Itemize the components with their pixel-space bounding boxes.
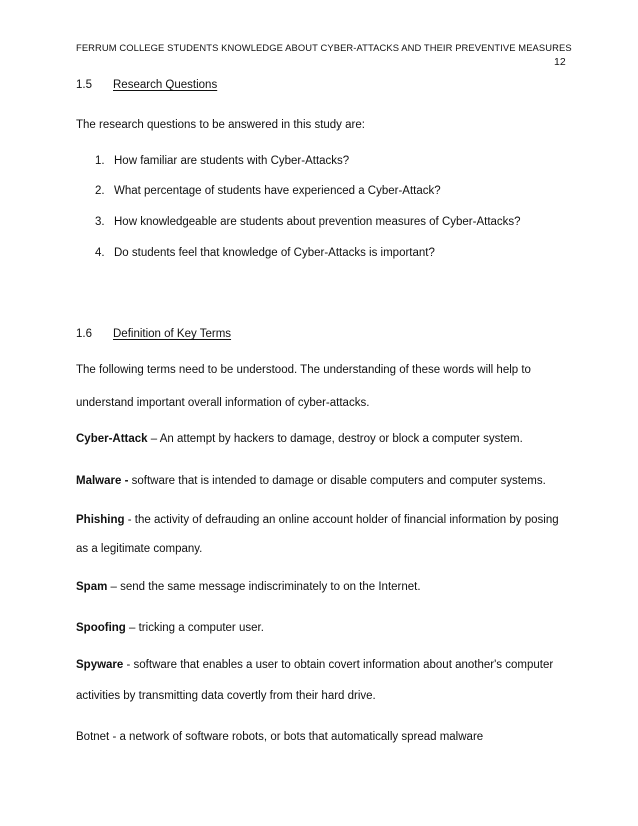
section-number: 1.5 [76, 79, 92, 91]
page-number: 12 [554, 56, 566, 68]
term-phishing [76, 514, 559, 526]
section-title: Definition of Key Terms [113, 328, 232, 340]
list-marker: 3. [95, 216, 105, 228]
running-head: FERRUM COLLEGE STUDENTS KNOWLEDGE ABOUT CYBER-ATTACKS AND THEIR PREVENTIVE MEASURES [76, 42, 572, 53]
term-cyber-attack [76, 433, 523, 445]
term-definition: - the activity of defrauding an online account holder of financial information by posing [124, 514, 559, 526]
list-item [95, 155, 349, 167]
list-text: What percentage of students have experienced a Cyber-Attack? [114, 185, 441, 197]
term-definition: software that is intended to damage or disable computers and computer systems. [128, 475, 546, 487]
term-label: Malware - [76, 475, 129, 487]
term-label: Phishing [76, 514, 125, 526]
list-item [95, 247, 435, 259]
section-heading-key-terms [76, 328, 231, 340]
term-label: Spyware [76, 659, 124, 671]
section-title: Research Questions [113, 79, 218, 91]
section-heading-research-questions [76, 79, 217, 91]
list-item [95, 185, 441, 197]
list-marker: 4. [95, 247, 105, 259]
term-definition: – tricking a computer user. [125, 622, 264, 634]
list-item [95, 216, 521, 228]
terms-intro-line-2: understand important overall information of cyber-attacks. [76, 397, 370, 409]
list-marker: 1. [95, 155, 105, 167]
terms-intro-line-1: The following terms need to be understood. The understanding of these words will help to [76, 364, 531, 376]
term-spyware [76, 659, 553, 671]
research-intro: The research questions to be answered in this study are: [76, 119, 365, 131]
section-number: 1.6 [76, 328, 92, 340]
list-text: Do students feel that knowledge of Cyber-Attacks is important? [114, 247, 435, 259]
term-definition: - software that enables a user to obtain covert information about another's computer [123, 659, 554, 671]
term-label: Spoofing [76, 622, 126, 634]
term-label: Cyber-Attack [76, 433, 148, 445]
term-phishing-continuation: as a legitimate company. [76, 543, 203, 555]
list-marker: 2. [95, 185, 105, 197]
term-definition: – An attempt by hackers to damage, destroy or block a computer system. [147, 433, 523, 445]
term-label: Spam [76, 581, 108, 593]
term-spam [76, 581, 421, 593]
term-spoofing [76, 622, 264, 634]
term-botnet: Botnet - a network of software robots, or bots that automatically spread malware [76, 731, 484, 743]
term-malware [76, 475, 546, 487]
list-text: How knowledgeable are students about prevention measures of Cyber-Attacks? [114, 216, 521, 228]
list-text: How familiar are students with Cyber-Attacks? [114, 155, 350, 167]
term-definition: – send the same message indiscriminately to on the Internet. [107, 581, 421, 593]
term-spyware-continuation: activities by transmitting data covertly from their hard drive. [76, 690, 376, 702]
